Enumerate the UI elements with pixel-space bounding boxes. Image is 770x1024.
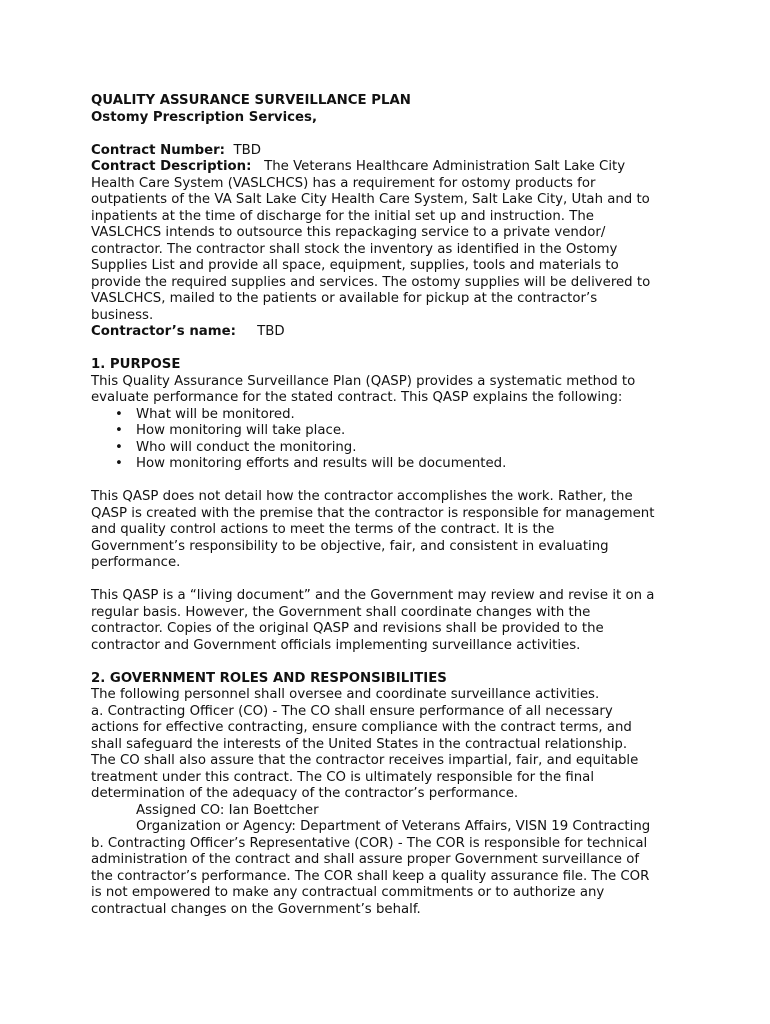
description-line: business. [91,307,154,323]
bullet-icon: • [115,406,123,422]
contractor-name-row [91,324,691,341]
purpose-paragraph-2-line: Government’s responsibility to be objective, fair, and consistent in evaluating [91,538,609,554]
bullet-text: What will be monitored. [136,406,295,422]
roles-co-line: actions for effective contracting, ensure compliance with the contract terms, and [91,720,632,735]
description-line: provide the required supplies and services. The ostomy supplies will be delivered to [91,274,651,290]
roles-cor-line: contractual changes on the Government’s behalf. [91,901,421,917]
organization-agency: Organization or Agency: Department of Veterans Affairs, VISN 19 Contracting [136,819,651,834]
bullet-text: How monitoring will take place. [136,423,346,438]
purpose-paragraph-3-line: contractor. Copies of the original QASP and revisions shall be provided to the [91,621,604,636]
purpose-intro-line: evaluate performance for the stated contract. This QASP explains the following: [91,390,623,405]
purpose-bullet-item [91,407,691,424]
roles-cor-line: is not empowered to make any contractual commitments or to authorize any [91,885,605,900]
roles-co-line: The following personnel shall oversee and coordinate surveillance activities. [91,687,600,702]
contractor-name-value: TBD [257,324,285,339]
roles-cor-line: administration of the contract and shall assure proper Government surveillance of [91,852,640,867]
description-line: Health Care System (VASLCHCS) has a requirement for ostomy products for [91,175,596,191]
roles-co-line: The CO shall also assure that the contractor receives impartial, fair, and equitable [91,753,639,768]
roles-co-line: determination of the adequacy of the contractor’s performance. [91,786,519,801]
purpose-paragraph-2-line: performance. [91,555,181,570]
contract-description-row [91,159,691,176]
bullet-text: How monitoring efforts and results will be documented. [136,456,507,471]
description-line: VASLCHCS intends to outsource this repackaging service to a private vendor/ [91,225,606,240]
contract-number-label: Contract Number: [91,142,225,158]
purpose-bullet-item [91,456,691,473]
purpose-intro-line: This Quality Assurance Surveillance Plan (QASP) provides a systematic method to [91,373,636,389]
purpose-paragraph-3-line: This QASP is a “living document” and the Government may review and revise it on a [91,588,655,603]
bullet-icon: • [115,439,123,455]
purpose-paragraph-2-line: This QASP does not detail how the contractor accomplishes the work. Rather, the [91,489,633,504]
roles-co-line: a. Contracting Officer (CO) - The CO shall ensure performance of all necessary [91,703,613,719]
description-line: inpatients at the time of discharge for the initial set up and instruction. The [91,208,594,224]
roles-co-line: treatment under this contract. The CO is ultimately responsible for the final [91,769,595,785]
description-line: The Veterans Healthcare Administration Salt Lake City [264,159,626,174]
document-subtitle: Ostomy Prescription Services, [91,109,318,125]
roles-cor-line: the contractor’s performance. The COR shall keep a quality assurance file. The COR [91,868,650,884]
description-line: contractor. The contractor shall stock the inventory as identified in the Ostomy [91,241,618,257]
purpose-paragraph-2-line: and quality control actions to meet the terms of the contract. It is the [91,522,555,537]
document-title: QUALITY ASSURANCE SURVEILLANCE PLAN [91,93,411,108]
purpose-heading: 1. PURPOSE [91,357,181,372]
purpose-paragraph-2-line: QASP is created with the premise that the contractor is responsible for management [91,505,655,521]
bullet-icon: • [115,423,123,438]
roles-cor-line: b. Contracting Officer’s Representative (COR) - The COR is responsible for technical [91,835,648,851]
assigned-co: Assigned CO: Ian Boettcher [136,802,319,818]
description-line: outpatients of the VA Salt Lake City Health Care System, Salt Lake City, Utah and to [91,192,650,207]
roles-heading: 2. GOVERNMENT ROLES AND RESPONSIBILITIES [91,670,447,686]
document-page [91,93,691,918]
contract-number-row [91,143,691,160]
bullet-icon: • [115,456,123,471]
purpose-bullet-item [91,440,691,457]
purpose-paragraph-3-line: contractor and Government officials implementing surveillance activities. [91,637,581,653]
contractor-name-label: Contractor’s name: [91,324,236,339]
roles-co-line: shall safeguard the interests of the United States in the contractual relationship. [91,736,628,752]
contract-description-label: Contract Description: [91,159,252,174]
purpose-bullet-item [91,423,691,440]
bullet-text: Who will conduct the monitoring. [136,439,357,455]
purpose-paragraph-3-line: regular basis. However, the Government shall coordinate changes with the [91,604,591,620]
contract-number-value: TBD [233,142,261,158]
description-line: VASLCHCS, mailed to the patients or available for pickup at the contractor’s [91,291,598,306]
description-line: Supplies List and provide all space, equipment, supplies, tools and materials to [91,258,619,273]
